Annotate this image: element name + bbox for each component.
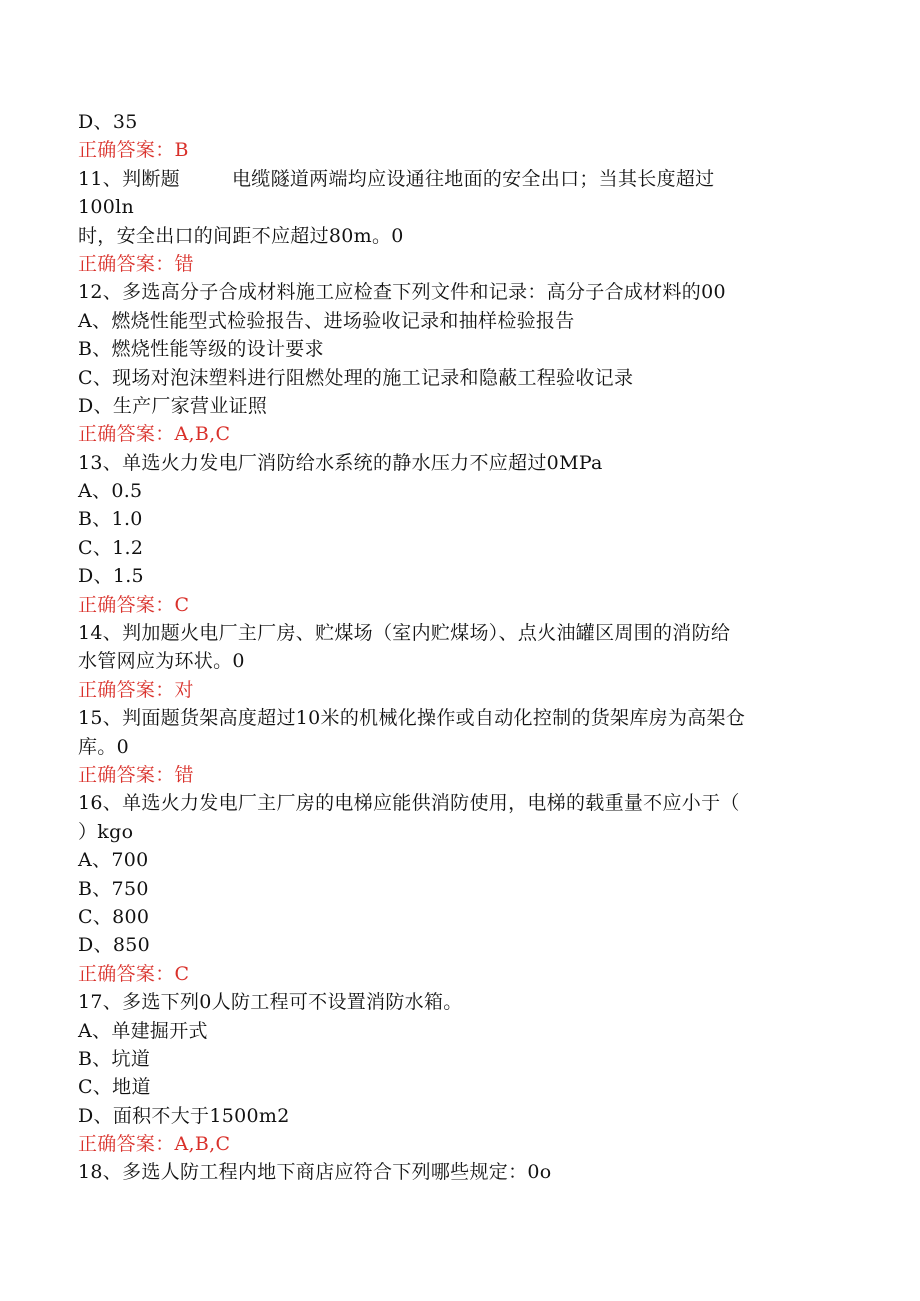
q17-option-c: C、地道 <box>78 1076 151 1099</box>
answer-value: B <box>174 139 189 162</box>
q17-option-d: D、面积不大于1500m2 <box>78 1104 290 1127</box>
q10-answer <box>78 136 838 164</box>
q15-question-cont: 库。0 <box>78 735 129 758</box>
q11-question-cont1: 100ln <box>78 196 135 219</box>
q11-head: 11、判断题 <box>78 167 180 190</box>
q14-question: 14、判加题火电厂主厂房、贮煤场（室内贮煤场）、点火油罐区周围的消防给 <box>78 622 731 645</box>
q15-question: 15、判面题货架高度超过10米的机械化操作或自动化控制的货架库房为高架仓 <box>78 707 746 730</box>
q13-option-d: D、1.5 <box>78 565 144 588</box>
answer-label: 正确答案： <box>78 1133 175 1156</box>
q18-question: 18、多选人防工程内地下商店应符合下列哪些规定：0o <box>78 1161 552 1184</box>
q16-question: 16、单选火力发电厂主厂房的电梯应能供消防使用，电梯的载重量不应小于（ <box>78 792 740 815</box>
q13-option-c: C、1.2 <box>78 536 144 559</box>
q13-option-b: B、1.0 <box>78 508 143 531</box>
answer-label: 正确答案： <box>78 593 175 616</box>
answer-label: 正确答案： <box>78 678 175 701</box>
q16-option-c: C、800 <box>78 905 150 928</box>
q12-option-d: D、生产厂家营业证照 <box>78 394 268 417</box>
q11-text: 电缆隧道两端均应设通往地面的安全出口；当其长度超过 <box>231 167 715 190</box>
q17-answer <box>78 1130 838 1158</box>
q11-question <box>78 165 838 193</box>
q13-answer <box>78 591 838 619</box>
question-list <box>78 108 838 1187</box>
q16-option-d: D、850 <box>78 934 150 957</box>
answer-value: A,B,C <box>174 423 231 446</box>
q12-question: 12、多选高分子合成材料施工应检查下列文件和记录：高分子合成材料的00 <box>78 281 726 304</box>
answer-label: 正确答案： <box>78 252 175 275</box>
q11-answer <box>78 250 838 278</box>
answer-value: C <box>174 962 190 985</box>
q17-question: 17、多选下列0人防工程可不设置消防水箱。 <box>78 991 463 1014</box>
answer-label: 正确答案： <box>78 139 175 162</box>
q12-answer <box>78 420 838 448</box>
q12-option-b: B、燃烧性能等级的设计要求 <box>78 338 324 361</box>
q17-option-b: B、坑道 <box>78 1047 151 1070</box>
answer-label: 正确答案： <box>78 962 175 985</box>
q16-question-cont: ）kgo <box>78 820 134 843</box>
q13-question: 13、单选火力发电厂消防给水系统的静水压力不应超过0MPa <box>78 451 603 474</box>
answer-value: A,B,C <box>174 1133 231 1156</box>
q13-option-a: A、0.5 <box>78 480 143 503</box>
q10-option-d: D、35 <box>78 111 138 133</box>
q14-question-cont: 水管网应为环状。0 <box>78 650 245 673</box>
q12-option-c: C、现场对泡沫塑料进行阻燃处理的施工记录和隐蔽工程验收记录 <box>78 366 634 389</box>
answer-label: 正确答案： <box>78 763 175 786</box>
q14-answer <box>78 676 838 704</box>
answer-value: 错 <box>174 252 194 275</box>
q17-option-a: A、单建掘开式 <box>78 1019 208 1042</box>
answer-value: C <box>174 593 190 616</box>
q16-option-a: A、700 <box>78 849 149 872</box>
q16-answer <box>78 960 838 988</box>
q12-option-a: A、燃烧性能型式检验报告、进场验收记录和抽样检验报告 <box>78 309 575 332</box>
q11-question-cont2: 时，安全出口的间距不应超过80m。0 <box>78 224 404 247</box>
q15-answer <box>78 761 838 789</box>
q16-option-b: B、750 <box>78 877 149 900</box>
answer-label: 正确答案： <box>78 423 175 446</box>
answer-value: 错 <box>174 763 194 786</box>
answer-value: 对 <box>174 678 194 701</box>
